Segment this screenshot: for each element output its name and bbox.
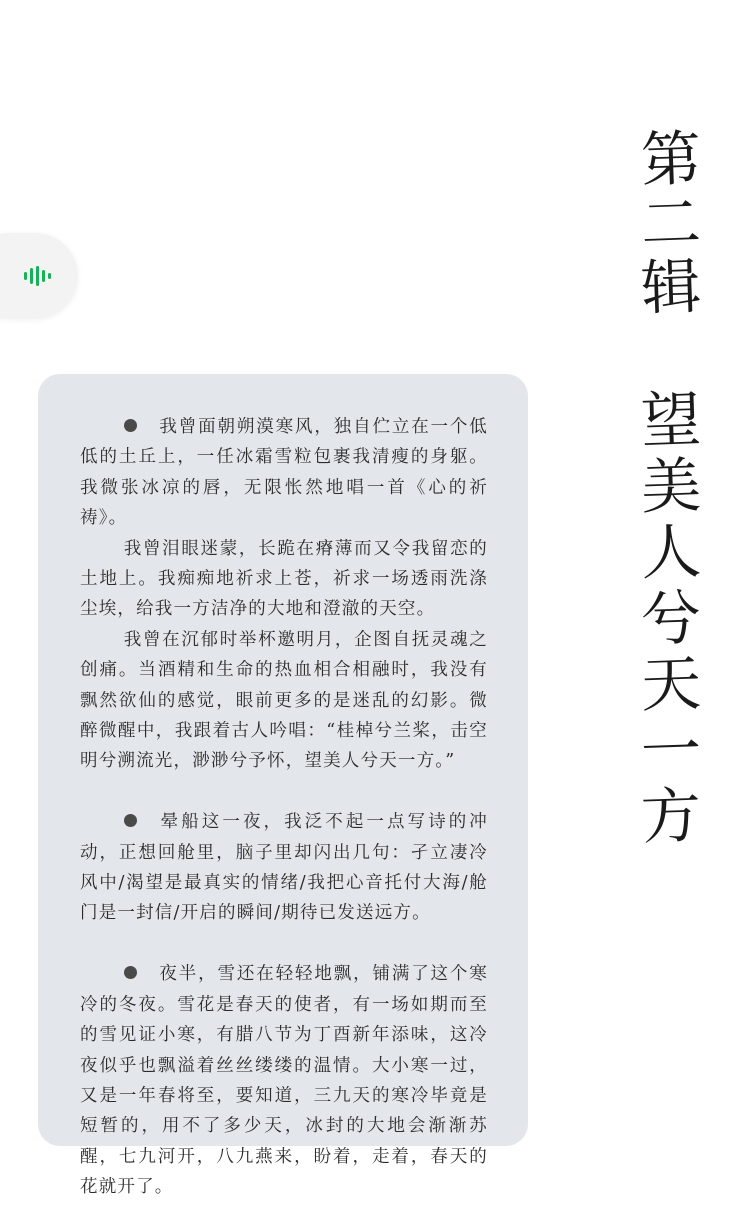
chapter-name [636,384,706,854]
section-bullet-icon [124,814,137,827]
paragraph-text: 我曾面朝朔漠寒风，独自伫立在一个低低的土丘上，一任冰霜雪粒包裹我清瘦的身躯。我微张冰凉的唇，无限怅然地唱一首《心的祈祷》。 [80,417,488,529]
paragraph [80,412,488,534]
chapter-title [636,123,706,854]
paragraph-text: 夜半，雪还在轻轻地飘，铺满了这个寒冷的冬夜。雪花是春天的使者，有一场如期而至的雪见证小寒，有腊八节为丁酉新年添味，这冷夜似乎也飘溢着丝丝缕缕的温情。大小寒一过，又是一年春将至，要知道，三九天的寒冷毕竟是短暂的，用不了多少天，冰封的大地会渐渐苏醒，七九河开，八九燕来，盼着，走着，春天的花就开了。 [80,964,488,1198]
text-card [38,374,528,1198]
title-char: 方 [639,780,703,854]
section-bullet-icon [124,966,137,979]
paragraph [80,534,488,625]
title-char: 第 [639,123,703,197]
title-char: 望 [639,384,703,458]
title-char: 兮 [639,582,703,656]
title-char: 辑 [639,251,703,325]
chapter-number [636,123,706,325]
title-char: 二 [639,187,703,261]
section-bullet-icon [124,419,137,432]
title-char: 人 [639,516,703,590]
paragraph-text: 我曾泪眼迷蒙，长跪在瘠薄而又令我留恋的土地上。我痴痴地祈求上苍，祈求一场透雨洗涤尘埃，给我一方洁净的大地和澄澈的天空。 [80,538,488,620]
paragraph-text: 晕船这一夜，我泛不起一点写诗的冲动，正想回舱里，脑子里却闪出几句：孑立凄冷风中/渴望是最真实的情绪/我把心音托付大海/舱门是一封信/开启的瞬间/期待已发送远方。 [80,812,488,924]
paragraph-text: 我曾在沉郁时举杯邀明月，企图自抚灵魂之创痛。当酒精和生命的热血相合相融时，我没有飘然欲仙的感觉，眼前更多的是迷乱的幻影。微醉微醒中，我跟着古人吟唱：“桂棹兮兰桨，击空明兮溯流光，渺渺兮予怀，望美人兮天一方。” [80,629,488,772]
text-card-body [80,412,488,1203]
title-char: 天 [639,648,703,722]
audio-wave-icon [24,266,52,286]
paragraph [80,959,488,1202]
title-char: 一 [639,714,703,788]
paragraph [80,625,488,777]
title-char: 美 [639,450,703,524]
paragraph [80,807,488,929]
audio-play-button[interactable] [0,233,78,319]
